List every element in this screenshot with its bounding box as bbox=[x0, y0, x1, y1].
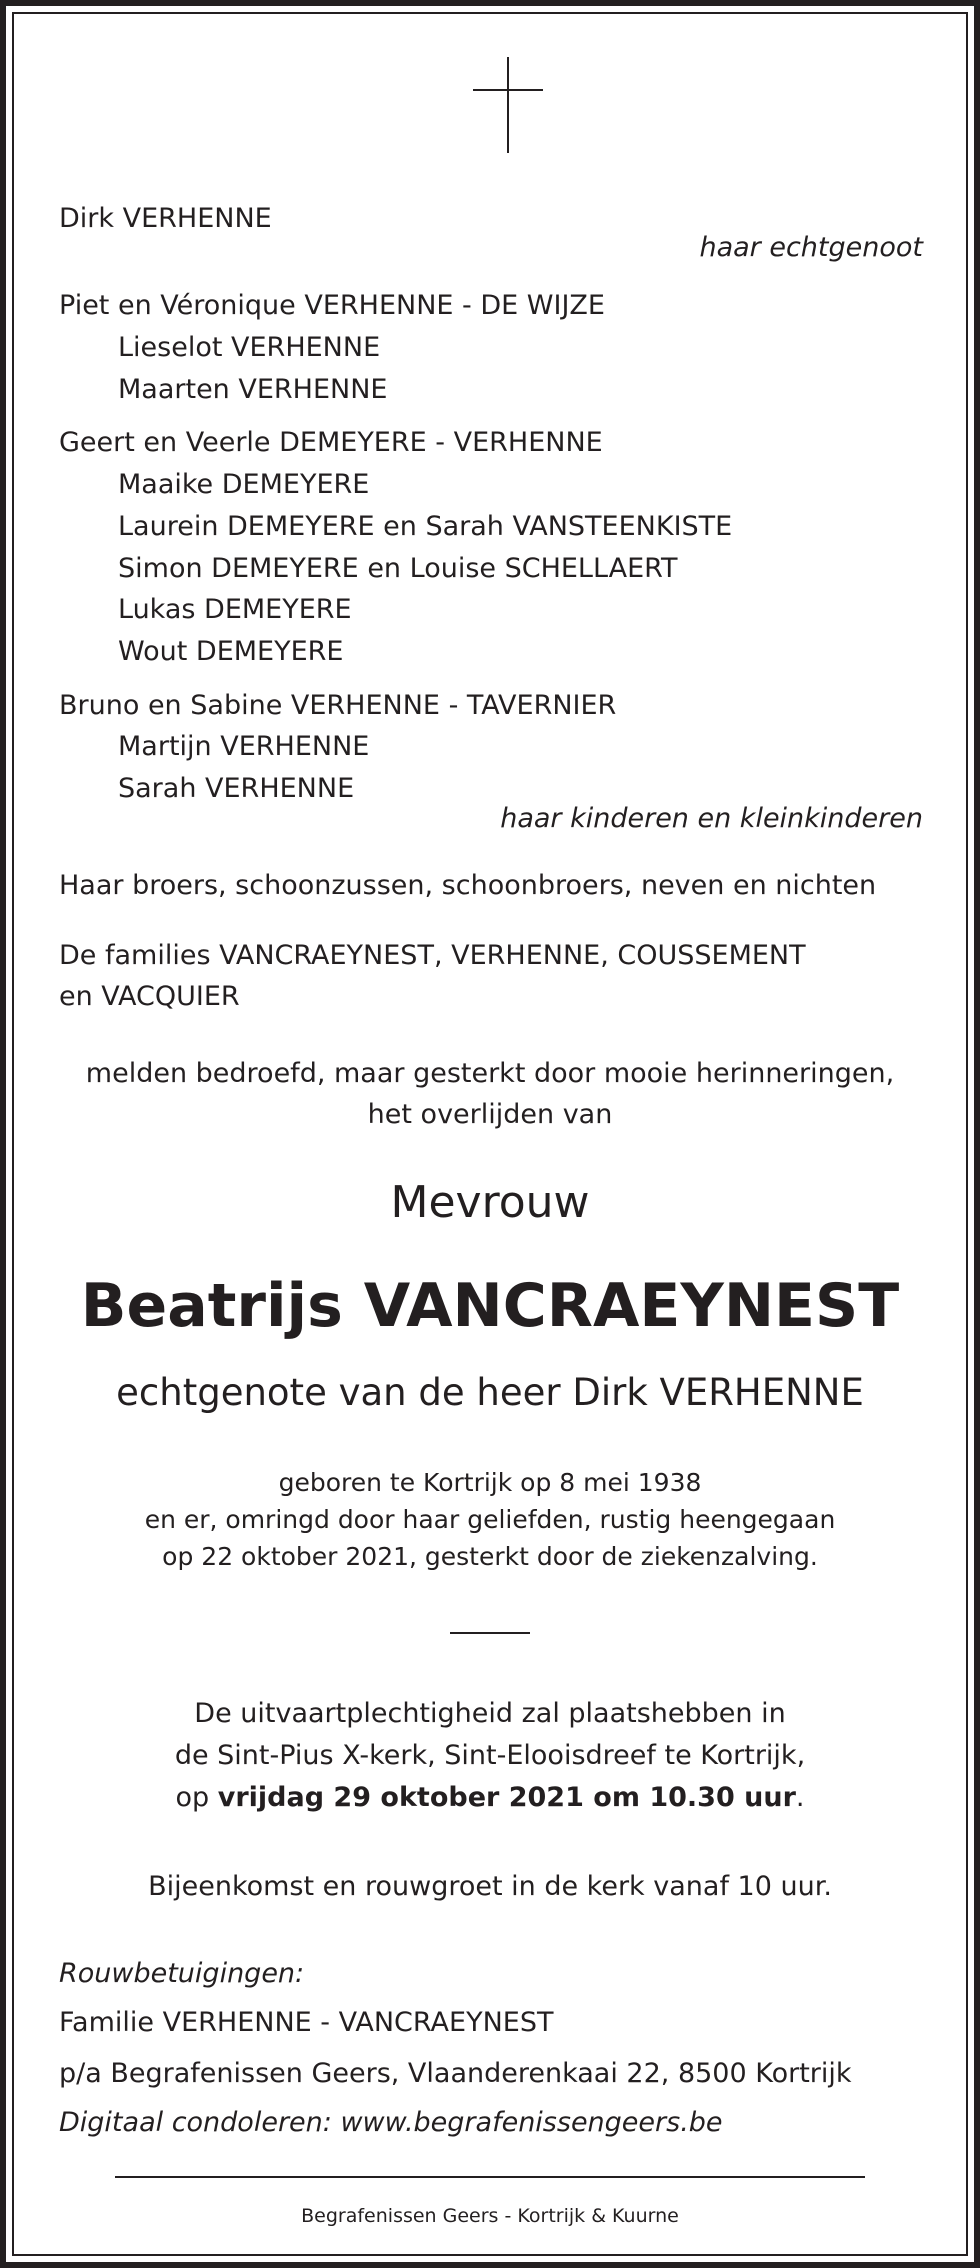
grandchild: Maarten VERHENNE bbox=[118, 374, 388, 405]
condolences-address: p/a Begrafenissen Geers, Vlaanderenkaai 22, 8500 Kortrijk bbox=[59, 2058, 852, 2089]
cross-icon bbox=[473, 57, 543, 153]
funeral-line: De uitvaartplechtigheid zal plaatshebben in bbox=[194, 1698, 786, 1729]
siblings-line: Haar broers, schoonzussen, schoonbroers, neven en nichten bbox=[59, 870, 877, 901]
families-line: en VACQUIER bbox=[59, 981, 240, 1012]
gathering-line: Bijeenkomst en rouwgroet in de kerk vanaf 10 uur. bbox=[148, 1871, 832, 1902]
separator bbox=[450, 1632, 530, 1634]
deceased-name: Beatrijs VANCRAEYNEST bbox=[80, 1271, 900, 1341]
funeral-date-line: op vrijdag 29 oktober 2021 om 10.30 uur. bbox=[175, 1782, 805, 1813]
announcement-line: het overlijden van bbox=[367, 1099, 613, 1130]
group-parents: Bruno en Sabine VERHENNE - TAVERNIER bbox=[59, 690, 617, 721]
condolences-family: Familie VERHENNE - VANCRAEYNEST bbox=[59, 2007, 554, 2038]
children-role: haar kinderen en kleinkinderen bbox=[500, 803, 923, 834]
spouse-line: echtgenote van de heer Dirk VERHENNE bbox=[116, 1371, 864, 1414]
group-parents: Geert en Veerle DEMEYERE - VERHENNE bbox=[59, 427, 603, 458]
grandchild: Laurein DEMEYERE en Sarah VANSTEENKISTE bbox=[118, 511, 733, 542]
funeral-date: vrijdag 29 oktober 2021 om 10.30 uur bbox=[217, 1782, 796, 1813]
condolences-heading: Rouwbetuigingen: bbox=[59, 1958, 305, 1989]
families-line: De families VANCRAEYNEST, VERHENNE, COUSSEMENT bbox=[59, 940, 806, 971]
grandchild: Sarah VERHENNE bbox=[118, 773, 355, 804]
grandchild: Maaike DEMEYERE bbox=[118, 469, 370, 500]
husband-role: haar echtgenoot bbox=[699, 232, 923, 263]
footer-rule bbox=[115, 2176, 865, 2178]
grandchild: Simon DEMEYERE en Louise SCHELLAERT bbox=[118, 553, 678, 584]
grandchild: Martijn VERHENNE bbox=[118, 731, 370, 762]
announcement-line: melden bedroefd, maar gesterkt door mooie herinneringen, bbox=[85, 1058, 895, 1089]
deceased-title: Mevrouw bbox=[390, 1177, 590, 1228]
group-parents: Piet en Véronique VERHENNE - DE WIJZE bbox=[59, 290, 605, 321]
grandchild: Lieselot VERHENNE bbox=[118, 332, 381, 363]
condolences-online: Digitaal condoleren: www.begrafenissengeers.be bbox=[59, 2107, 723, 2138]
grandchild: Wout DEMEYERE bbox=[118, 636, 344, 667]
undertaker-footer: Begrafenissen Geers - Kortrijk & Kuurne bbox=[301, 2205, 679, 2227]
life-line: geboren te Kortrijk op 8 mei 1938 bbox=[278, 1468, 702, 1497]
husband-name: Dirk VERHENNE bbox=[59, 203, 272, 234]
grandchild: Lukas DEMEYERE bbox=[118, 594, 352, 625]
life-line: op 22 oktober 2021, gesterkt door de ziekenzalving. bbox=[162, 1542, 818, 1571]
life-line: en er, omringd door haar geliefden, rustig heengegaan bbox=[144, 1505, 836, 1534]
funeral-line: de Sint-Pius X-kerk, Sint-Elooisdreef te Kortrijk, bbox=[174, 1740, 806, 1771]
